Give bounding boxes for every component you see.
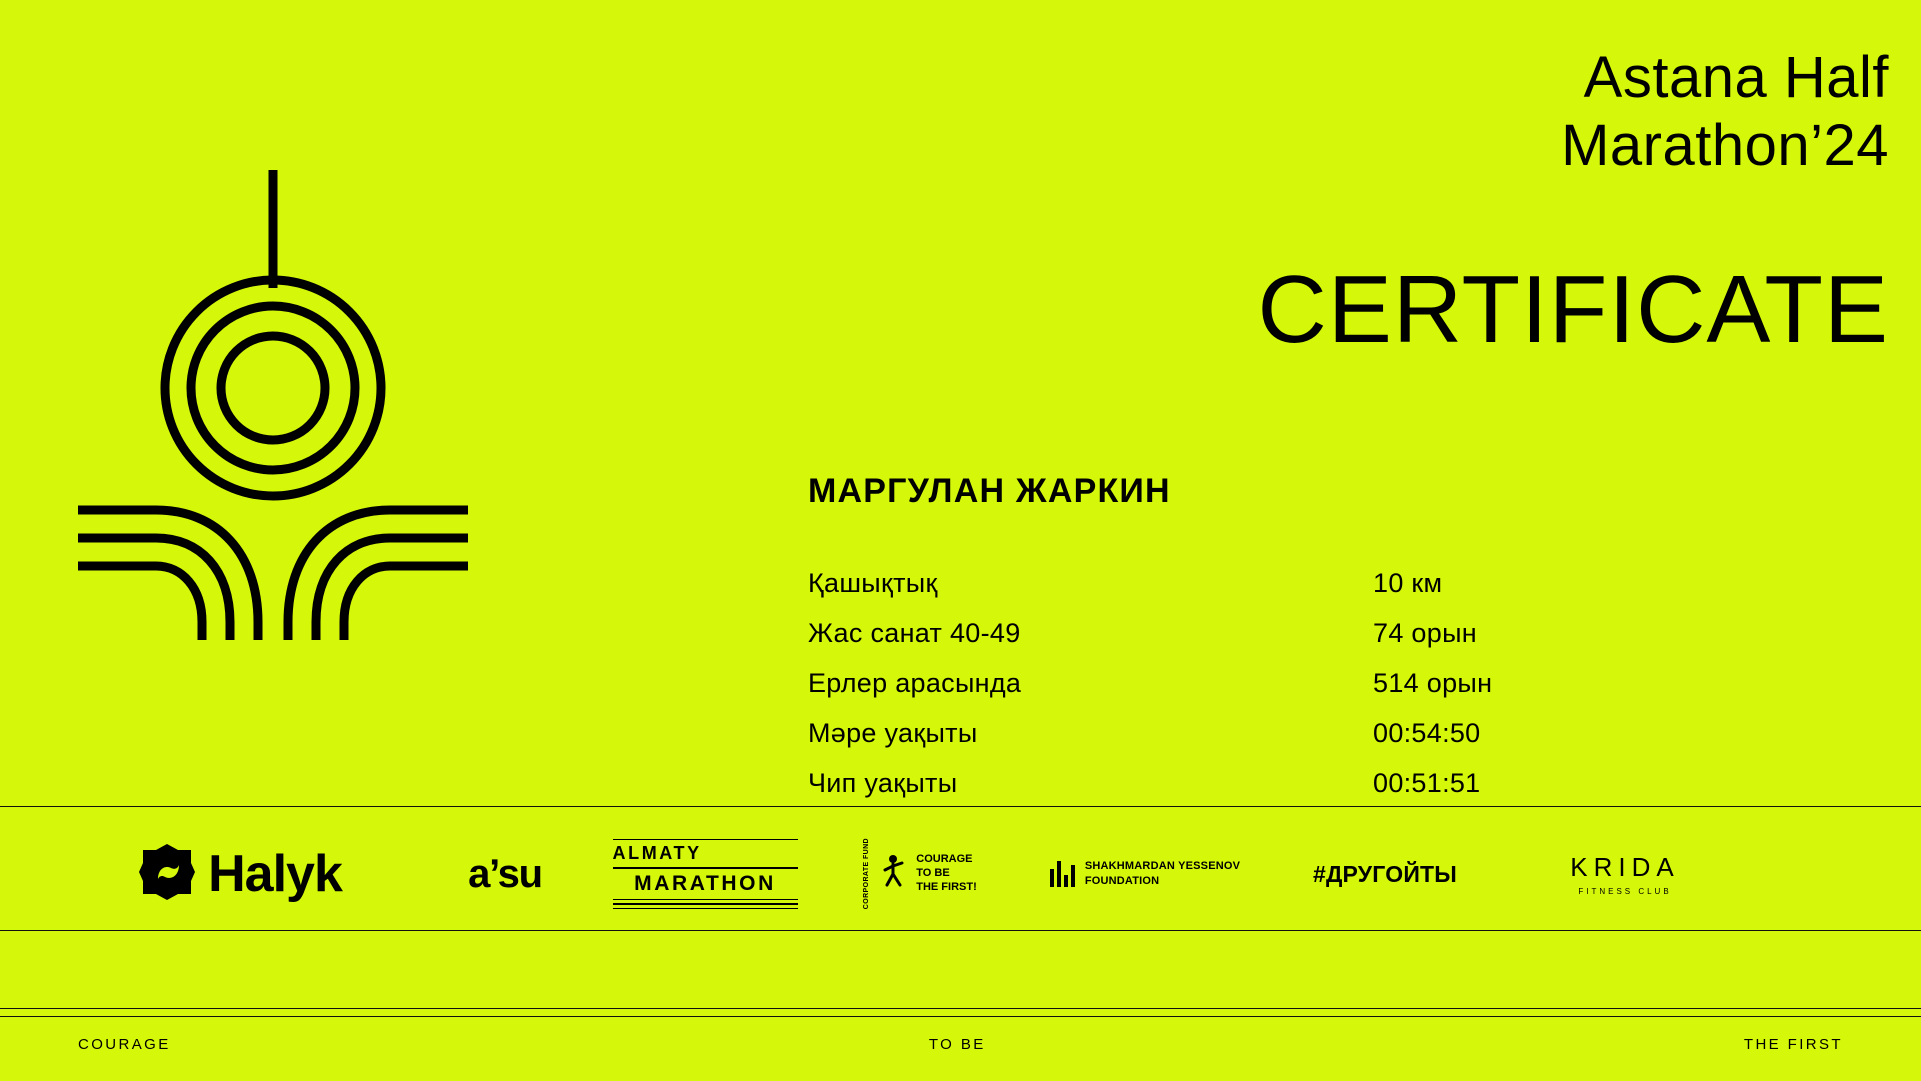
sponsor-strip [0,822,1921,926]
result-label: Қашықтық [808,568,938,598]
sponsor-krida [1500,852,1750,896]
courage-fund-arc-text: CORPORATE FUND [863,838,871,910]
event-title [989,44,1889,181]
asu-wordmark: a’su [468,851,542,896]
event-title-line-1: Astana Half [1583,45,1889,110]
result-row [808,568,1668,618]
result-label: Жас санат 40-49 [808,618,1021,648]
drugoyty-wordmark: #ДРУГОЙТЫ [1312,860,1458,887]
sponsor-halyk [60,843,420,906]
athlete-name: МАРГУЛАН ЖАРКИН [808,472,1171,510]
certificate-heading: CERTIFICATE [1257,256,1889,363]
result-value: 10 км [1373,568,1443,598]
yessenov-line-1: SHAKHMARDAN YESSENOV [1084,860,1241,873]
yessenov-bars-icon [1050,861,1075,887]
result-value: 514 орын [1373,668,1493,698]
result-row [808,718,1668,768]
divider-line [0,930,1921,931]
sponsor-courage-fund [820,838,1020,909]
almaty-marathon-line-1: ALMATY [612,843,702,864]
runner-icon [878,854,908,893]
courage-fund-line-3: THE FIRST! [916,880,977,893]
astana-marathon-emblem-icon [78,170,468,640]
halyk-wordmark: Halyk [208,845,342,903]
results-list [808,568,1668,818]
courage-fund-line-2: TO BE [916,867,950,880]
krida-wordmark: KRIDA [1570,852,1680,882]
result-label: Чип уақыты [808,768,958,798]
divider-line [0,1008,1921,1009]
result-value: 74 орын [1373,618,1477,648]
sponsor-asu [420,852,590,897]
result-row [808,768,1668,818]
result-row [808,668,1668,718]
footer-slogan-left: COURAGE [78,1035,171,1053]
result-value: 00:54:50 [1373,718,1481,748]
krida-subtitle: FITNESS CLUB [1578,887,1672,896]
event-title-line-2: Marathon’24 [1561,113,1889,179]
footer-slogan [0,1022,1921,1066]
footer-slogan-middle: TO BE [928,1035,986,1053]
courage-fund-line-1: COURAGE [916,853,973,866]
yessenov-line-2: FOUNDATION [1084,875,1160,887]
divider-line [0,806,1921,807]
footer-slogan-right: THE FIRST [1743,1035,1843,1053]
result-label: Ерлер арасында [808,668,1022,698]
almaty-marathon-line-2: MARATHON [634,871,776,895]
sponsor-yessenov-foundation [1020,859,1270,889]
result-row [808,618,1668,668]
divider-line [0,1016,1921,1017]
halyk-flower-icon [138,843,196,906]
result-label: Мәре уақыты [808,718,978,748]
sponsor-almaty-marathon [590,836,820,913]
sponsor-drugoyty [1270,861,1500,888]
result-value: 00:51:51 [1373,768,1481,798]
